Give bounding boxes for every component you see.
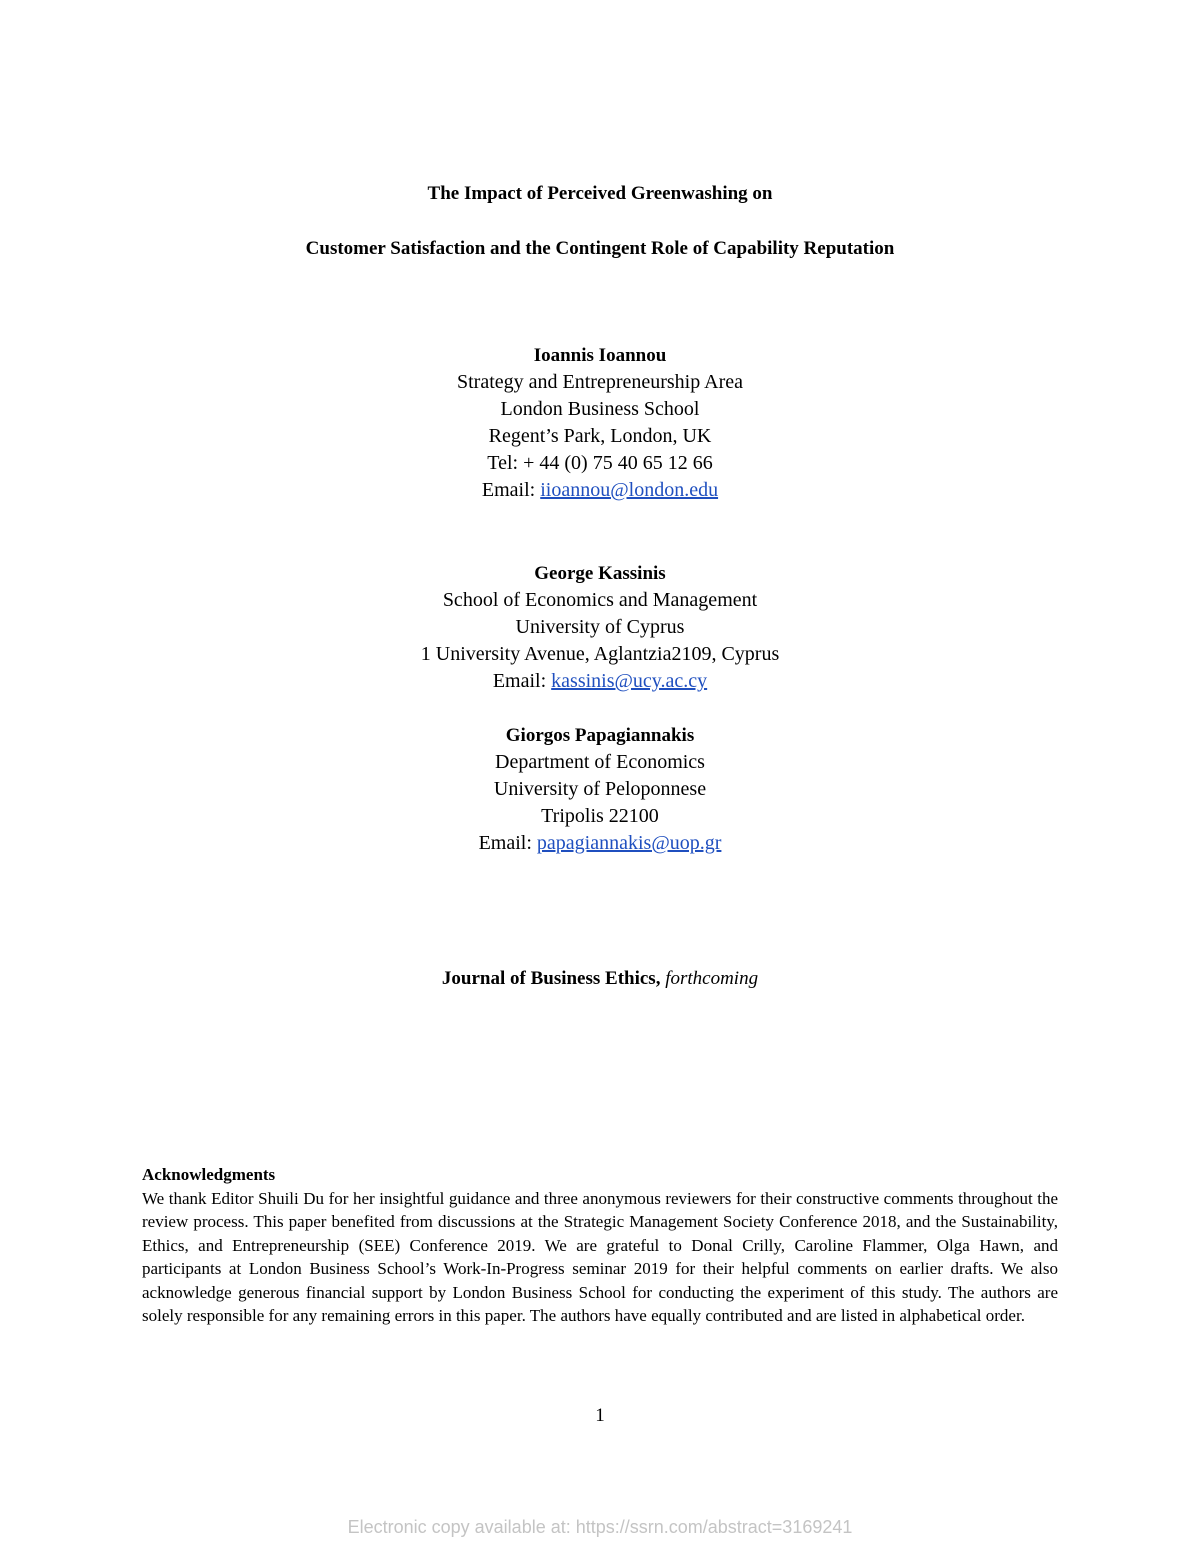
author-affiliation-line: Strategy and Entrepreneurship Area xyxy=(456,371,743,393)
author-affiliation-line: University of Cyprus xyxy=(515,616,685,638)
email-link[interactable]: kassinis@ucy.ac.cy xyxy=(551,670,708,692)
title-line-2: Customer Satisfaction and the Contingent Role of Capability Reputation xyxy=(305,238,895,259)
author-affiliation-line: Regent’s Park, London, UK xyxy=(488,425,712,447)
author-name: Giorgos Papagiannakis xyxy=(505,725,695,746)
page-number: 1 xyxy=(595,1405,605,1426)
acknowledgments-text: We thank Editor Shuili Du for her insightful guidance and three anonymous reviewers for their constructive comments throughout the review process. This paper benefited from discussions at the Strategic Management Society Conference 2018, and the Sustainability, Ethics, and Entrepreneurship (SEE) Conference 2019. We are grateful to Donal Crilly, Caroline Flammer, Olga Hawn, and participants at London Business School’s Work-In-Progress seminar 2019 for their helpful comments on earlier drafts. We also acknowledge generous financial support by London Business School for conducting the experiment of this study. The authors are solely responsible for any remaining errors in this paper. The authors have equally contributed and are listed in alphabetical order. xyxy=(142,1188,1058,1325)
email-label: Email: xyxy=(492,670,552,692)
author-name: George Kassinis xyxy=(534,563,666,584)
acknowledgments-heading: Acknowledgments xyxy=(142,1165,276,1184)
author-email-line xyxy=(0,477,1200,504)
author-email-line xyxy=(0,668,1200,695)
email-link[interactable]: iioannou@london.edu xyxy=(540,479,719,501)
author-affiliation-line: Department of Economics xyxy=(495,751,705,773)
acknowledgments-section xyxy=(142,1163,1058,1328)
author-affiliation-line: 1 University Avenue, Aglantzia2109, Cyprus xyxy=(420,643,780,665)
author-phone: Tel: + 44 (0) 75 40 65 12 66 xyxy=(487,452,713,474)
journal-name: Journal of Business Ethics, xyxy=(441,968,661,989)
author-affiliation-line: London Business School xyxy=(500,398,700,420)
author-block-papagiannakis xyxy=(0,722,1200,857)
ssrn-footer: Electronic copy available at: https://ssrn.com/abstract=3169241 xyxy=(347,1517,853,1537)
email-label: Email: xyxy=(481,479,541,501)
journal-line xyxy=(0,966,1200,992)
author-affiliation-line: Tripolis 22100 xyxy=(541,805,659,827)
author-name: Ioannis Ioannou xyxy=(533,345,667,366)
email-link[interactable]: papagiannakis@uop.gr xyxy=(536,832,722,854)
title-line-1: The Impact of Perceived Greenwashing on xyxy=(427,183,773,204)
author-block-kassinis xyxy=(0,560,1200,695)
author-block-ioannou xyxy=(0,342,1200,504)
email-label: Email: xyxy=(478,832,537,854)
author-email-line xyxy=(0,830,1200,857)
journal-status: forthcoming xyxy=(665,968,759,989)
author-affiliation-line: School of Economics and Management xyxy=(442,589,758,611)
author-affiliation-line: University of Peloponnese xyxy=(493,778,707,800)
